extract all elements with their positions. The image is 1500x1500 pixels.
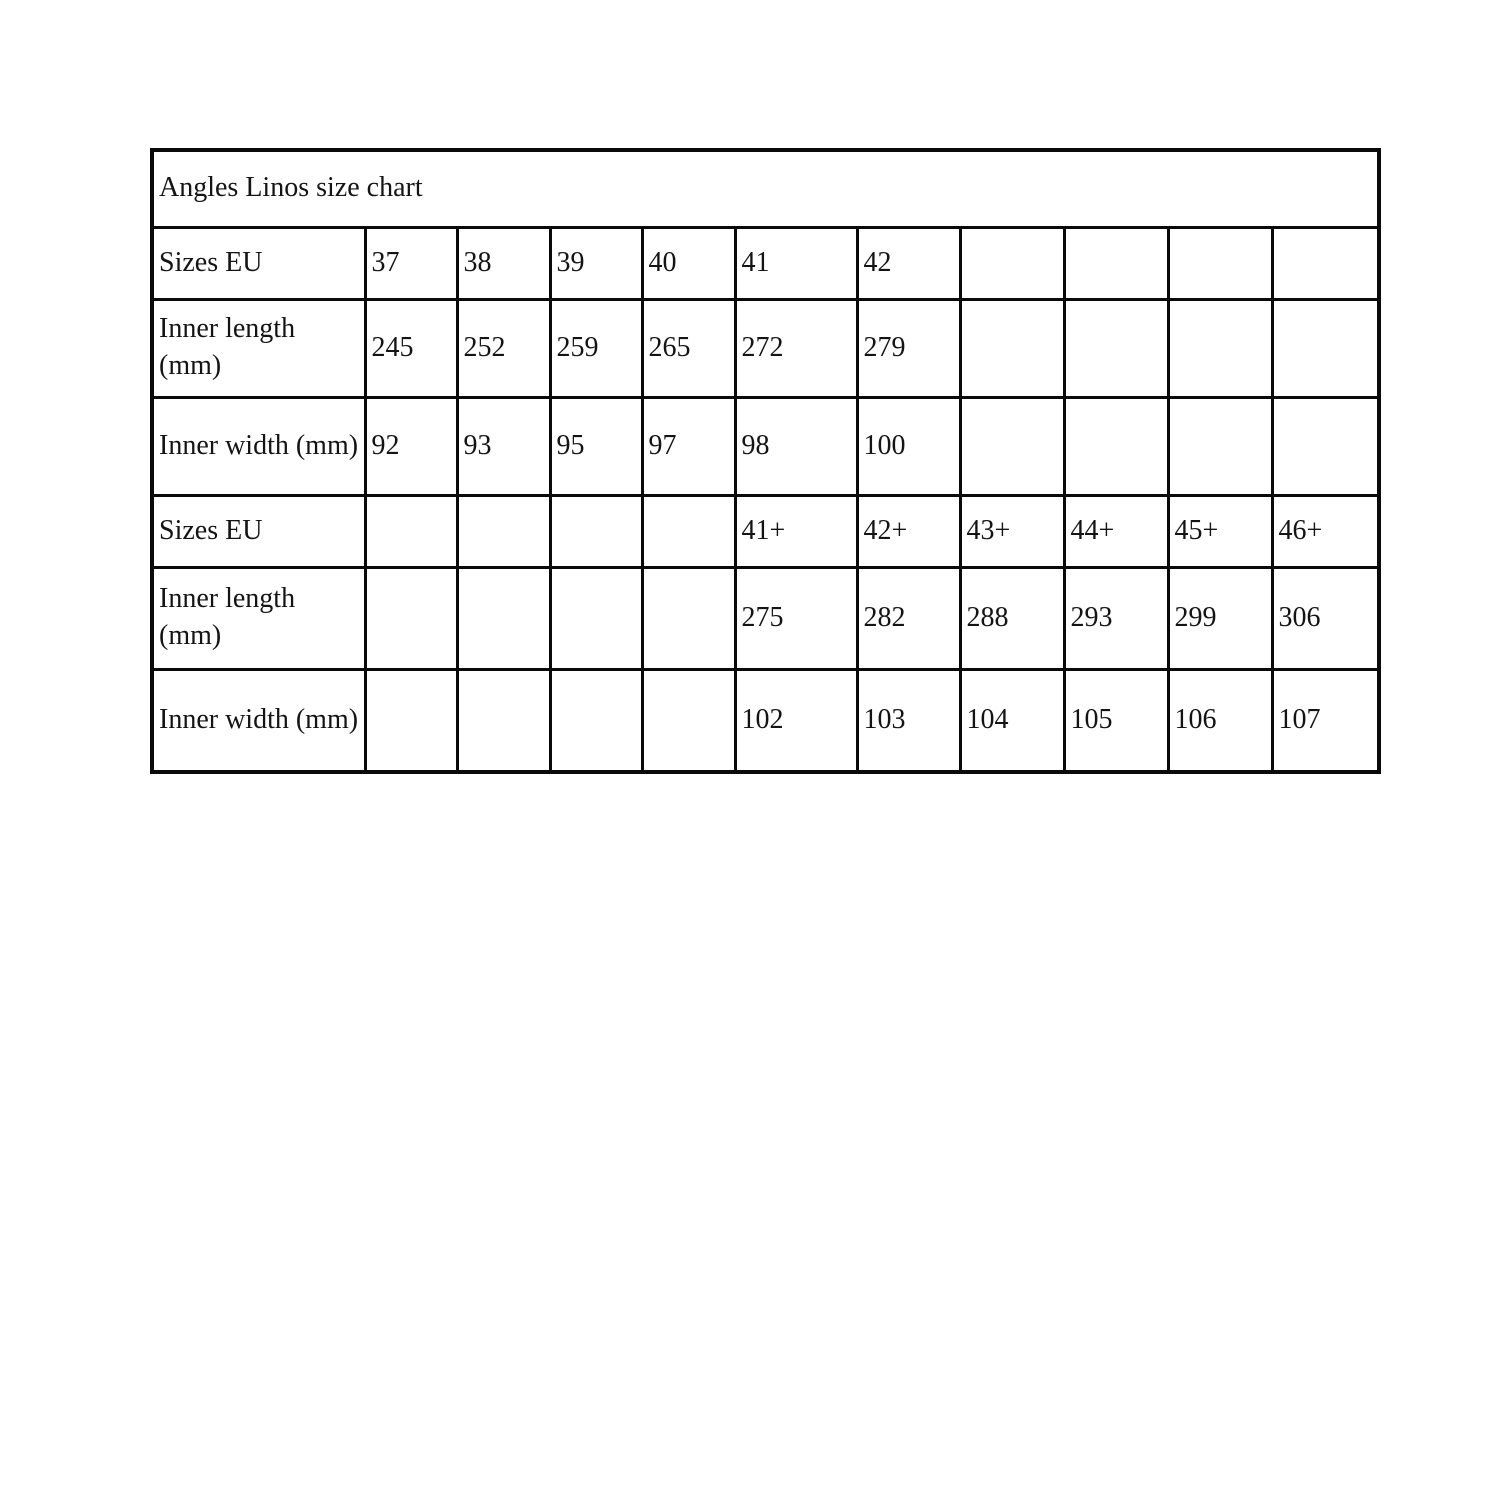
value-cell	[1064, 397, 1168, 495]
value-cell: 106	[1168, 669, 1272, 772]
value-cell	[550, 669, 642, 772]
value-cell: 107	[1272, 669, 1379, 772]
value-cell: 100	[857, 397, 960, 495]
value-cell	[365, 669, 457, 772]
value-cell: 272	[735, 299, 857, 397]
row-label: Inner width (mm)	[152, 669, 365, 772]
value-cell: 44+	[1064, 495, 1168, 567]
value-cell	[1272, 227, 1379, 299]
value-cell: 97	[642, 397, 735, 495]
value-cell	[642, 669, 735, 772]
row-label: Sizes EU	[152, 227, 365, 299]
value-cell: 41	[735, 227, 857, 299]
value-cell	[1168, 397, 1272, 495]
value-cell: 288	[960, 567, 1064, 669]
value-cell	[1272, 299, 1379, 397]
value-cell: 95	[550, 397, 642, 495]
value-cell	[550, 495, 642, 567]
value-cell: 37	[365, 227, 457, 299]
value-cell: 259	[550, 299, 642, 397]
value-cell	[642, 495, 735, 567]
value-cell	[550, 567, 642, 669]
value-cell: 306	[1272, 567, 1379, 669]
value-cell	[365, 567, 457, 669]
value-cell: 43+	[960, 495, 1064, 567]
row-label: Inner length (mm)	[152, 299, 365, 397]
value-cell: 282	[857, 567, 960, 669]
value-cell	[1168, 299, 1272, 397]
value-cell: 93	[457, 397, 550, 495]
size-chart-table	[150, 148, 1381, 774]
value-cell	[457, 669, 550, 772]
table-row	[152, 397, 1379, 495]
value-cell: 265	[642, 299, 735, 397]
value-cell: 39	[550, 227, 642, 299]
table-row	[152, 567, 1379, 669]
value-cell: 279	[857, 299, 960, 397]
row-label: Sizes EU	[152, 495, 365, 567]
value-cell	[1272, 397, 1379, 495]
value-cell: 42+	[857, 495, 960, 567]
value-cell	[1064, 299, 1168, 397]
value-cell: 40	[642, 227, 735, 299]
value-cell	[1168, 227, 1272, 299]
value-cell	[960, 299, 1064, 397]
value-cell: 98	[735, 397, 857, 495]
value-cell: 293	[1064, 567, 1168, 669]
value-cell: 92	[365, 397, 457, 495]
value-cell: 102	[735, 669, 857, 772]
value-cell: 45+	[1168, 495, 1272, 567]
value-cell	[365, 495, 457, 567]
value-cell: 104	[960, 669, 1064, 772]
table-row	[152, 669, 1379, 772]
value-cell: 105	[1064, 669, 1168, 772]
value-cell: 245	[365, 299, 457, 397]
value-cell	[1064, 227, 1168, 299]
value-cell	[457, 567, 550, 669]
row-label: Inner length (mm)	[152, 567, 365, 669]
row-label: Inner width (mm)	[152, 397, 365, 495]
value-cell: 275	[735, 567, 857, 669]
table-row	[152, 227, 1379, 299]
value-cell: 103	[857, 669, 960, 772]
value-cell	[642, 567, 735, 669]
value-cell	[457, 495, 550, 567]
value-cell: 299	[1168, 567, 1272, 669]
table-title: Angles Linos size chart	[152, 150, 1379, 227]
value-cell: 38	[457, 227, 550, 299]
value-cell: 252	[457, 299, 550, 397]
value-cell: 42	[857, 227, 960, 299]
table-row	[152, 299, 1379, 397]
value-cell: 41+	[735, 495, 857, 567]
value-cell: 46+	[1272, 495, 1379, 567]
value-cell	[960, 397, 1064, 495]
table-title-row	[152, 150, 1379, 227]
value-cell	[960, 227, 1064, 299]
table-row	[152, 495, 1379, 567]
